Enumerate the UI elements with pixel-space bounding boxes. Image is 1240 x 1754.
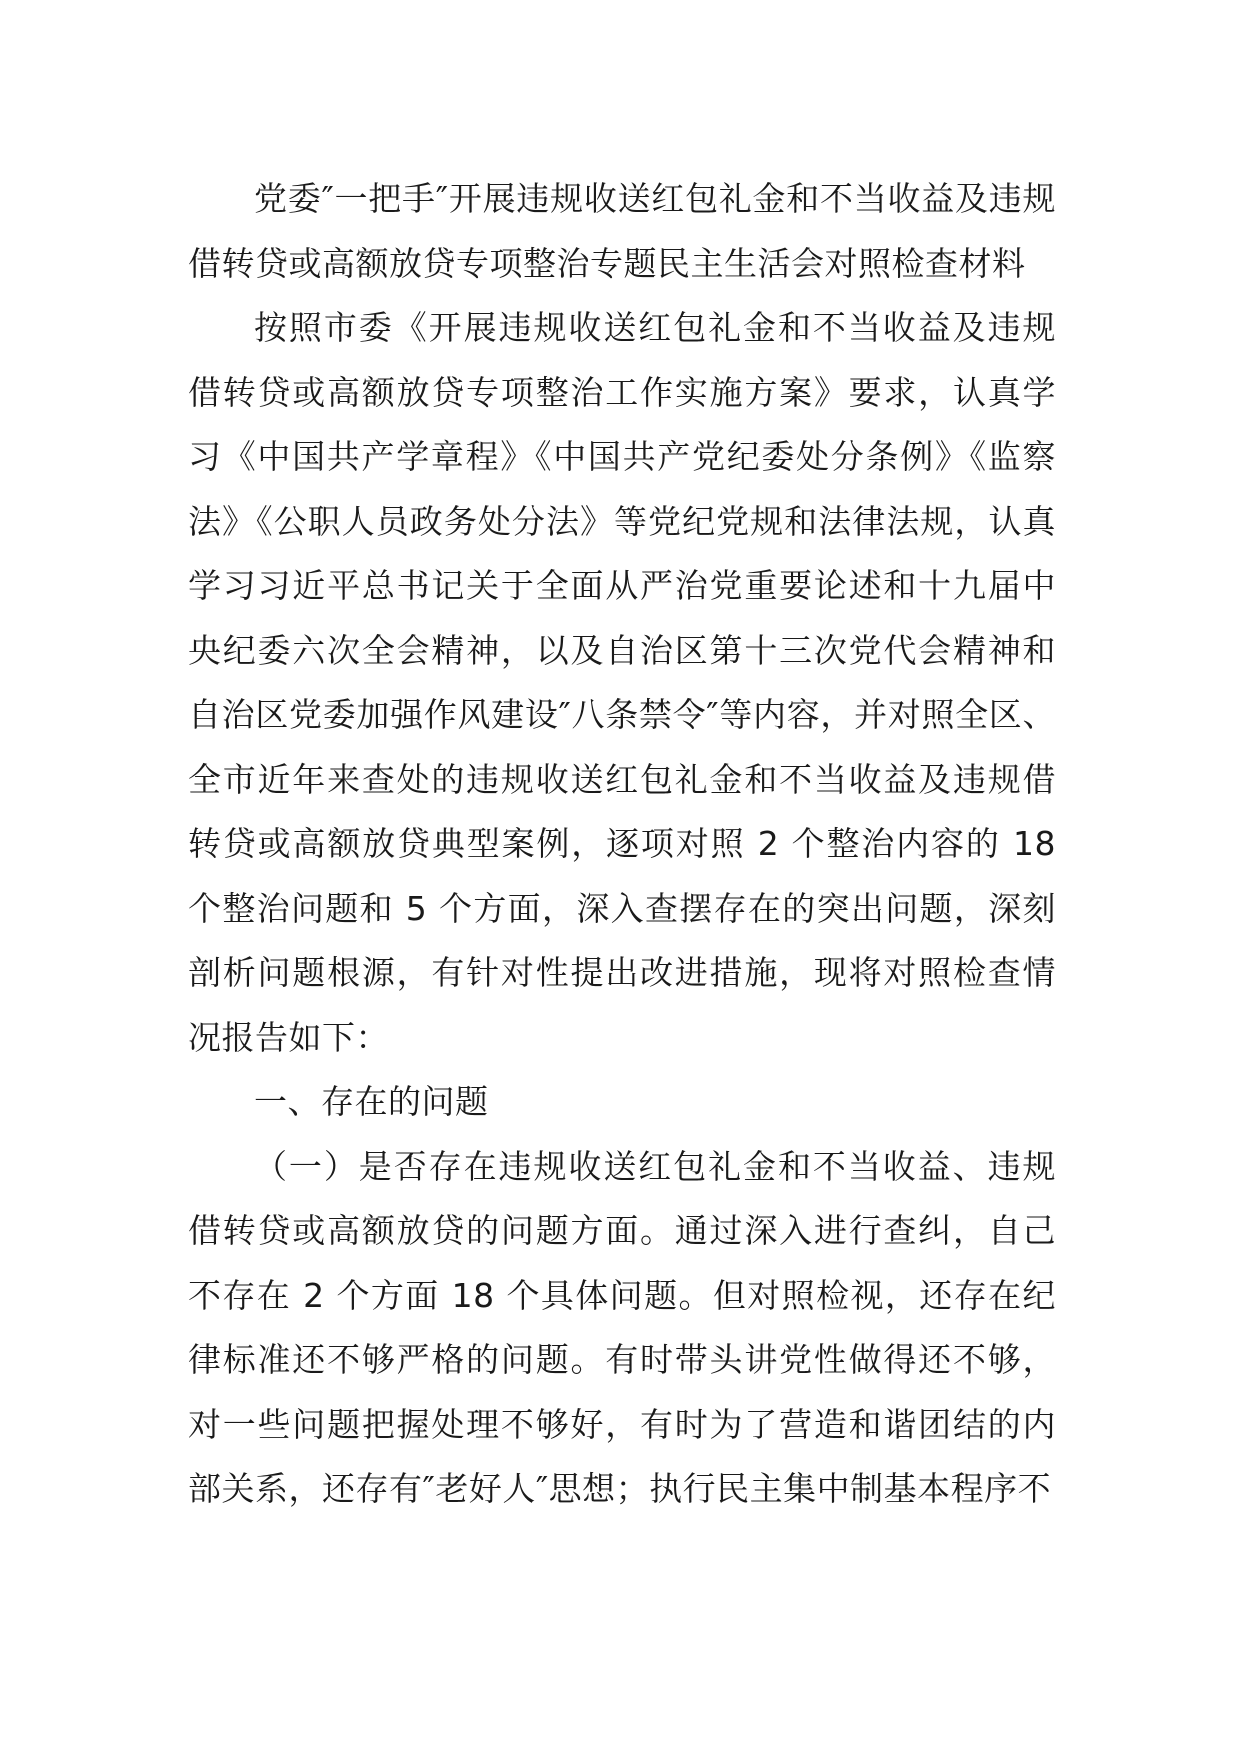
- paragraph-problem-1: （一）是否存在违规收送红包礼金和不当收益、违规借转贷或高额放贷的问题方面。通过深入进行查纠，自己不存在 2 个方面 18 个具体问题。但对照检视，还存在纪律标准还不够严格的问题。有时带头讲党性做得还不够，对一些问题把握处理不够好，有时为了营造和谐团结的内部关系，还存有″老好人″思想；执行民主集中制基本程序不: [188, 1146, 1056, 1508]
- section-heading-problems: 一、存在的问题: [254, 1082, 489, 1121]
- document-body: [188, 167, 1056, 1522]
- paragraph-intro: 按照市委《开展违规收送红包礼金和不当收益及违规借转贷或高额放贷专项整治工作实施方案》要求，认真学习《中国共产学章程》《中国共产党纪委处分条例》《监察法》《公职人员政务处分法》等党纪党规和法律法规，认真学习习近平总书记关于全面从严治党重要论述和十九届中央纪委六次全会精神，以及自治区第十三次党代会精神和自治区党委加强作风建设″八条禁令″等内容，并对照全区、全市近年来查处的违规收送红包礼金和不当收益及违规借转贷或高额放贷典型案例，逐项对照 2 个整治内容的 18 个整治问题和 5 个方面，深入查摆存在的突出问题，深刻剖析问题根源，有针对性提出改进措施，现将对照检查情况报告如下：: [188, 308, 1056, 1057]
- document-title: 党委″一把手″开展违规收送红包礼金和不当收益及违规借转贷或高额放贷专项整治专题民主生活会对照检查材料: [188, 179, 1056, 283]
